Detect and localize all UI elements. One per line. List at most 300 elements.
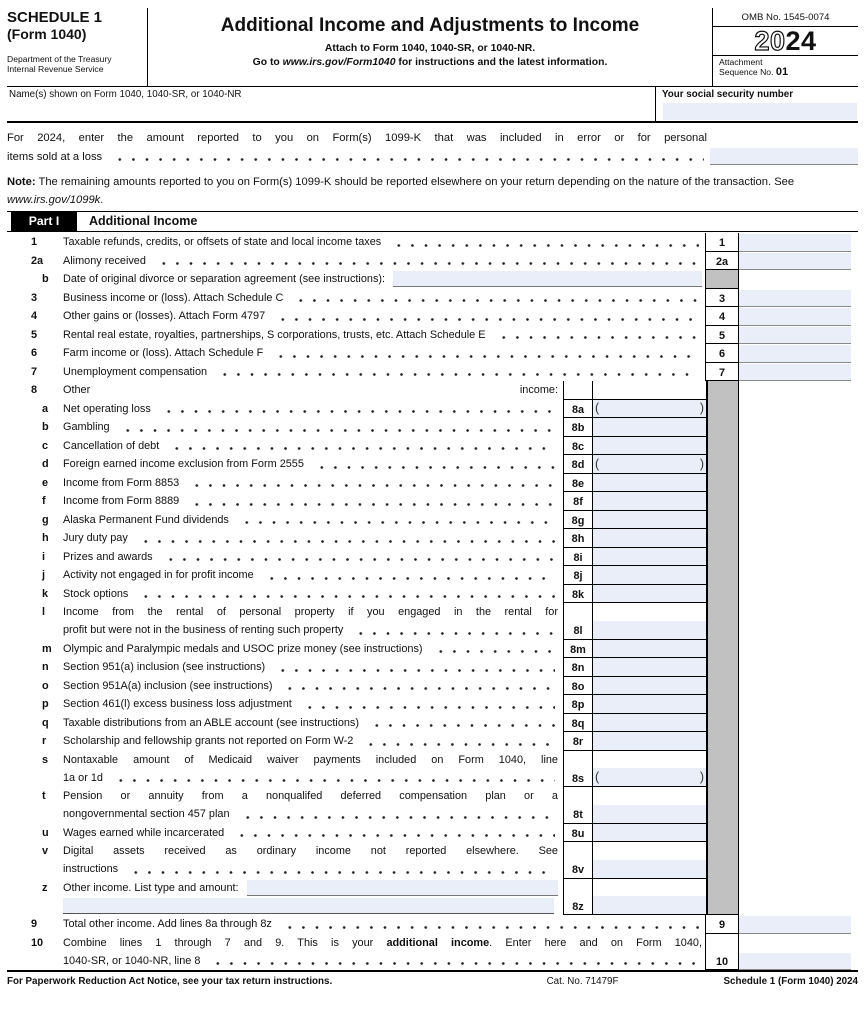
empty-cell — [739, 418, 858, 437]
line-8l-text-part-0: Income from the rental of personal property if you engaged in the rental for — [63, 606, 558, 619]
empty-cell — [739, 548, 858, 567]
close-paren-glyph: ) — [699, 770, 704, 785]
line-8u-row — [7, 824, 858, 843]
line-9-amount-cell — [739, 915, 858, 934]
line-8i-label — [563, 548, 593, 567]
line-8q-text-line — [63, 714, 558, 732]
empty-cell — [739, 566, 858, 585]
name-cell — [7, 87, 655, 121]
line-2a-number: 2a — [31, 254, 44, 267]
line-8i-number: i — [42, 550, 46, 563]
line-6-row — [7, 344, 858, 363]
line-8n-text — [52, 658, 563, 677]
line-8a-amount-field[interactable] — [593, 400, 706, 418]
line-8d-text-part-0: Foreign earned income exclusion from Form 2555 — [63, 458, 304, 471]
form-header-right — [712, 8, 858, 86]
empty-cell — [739, 455, 858, 474]
line-8k-label-text: 8k — [571, 588, 585, 601]
line-8h-text-line — [63, 529, 558, 547]
line-2b-text-part-0: Date of original divorce or separation agreement (see instructions): — [63, 273, 386, 286]
part1-label-box: Part I — [11, 212, 77, 231]
attachment-word: Attachment — [719, 57, 763, 67]
line-8g-label — [563, 511, 593, 530]
form-footer — [7, 970, 858, 987]
close-paren-glyph: ) — [699, 401, 704, 416]
shaded-column — [707, 548, 739, 567]
shaded-column — [707, 455, 739, 474]
line-8v-label-text: 8v — [571, 864, 585, 877]
dot-leader — [290, 289, 699, 307]
line-8e-text-line — [63, 474, 558, 492]
line-8j-number: j — [42, 569, 46, 582]
line-8s-amount-cell — [593, 751, 707, 788]
empty-cell — [739, 492, 858, 511]
line-10-number: 10 — [31, 936, 44, 949]
note-url: www.irs.gov/1099k — [7, 194, 101, 206]
line-8r-amount-field[interactable] — [593, 732, 706, 750]
line-8m-amount-field[interactable] — [593, 640, 706, 658]
line-8v-text-part-0: instructions — [63, 863, 119, 876]
line-2a-text-line — [63, 252, 702, 270]
form-header — [7, 8, 858, 86]
line-8f-label-text: 8f — [573, 496, 583, 509]
line-5-number: 5 — [31, 328, 38, 341]
line-4-label-text: 4 — [718, 311, 726, 324]
omb-number: OMB No. 1545-0074 — [713, 8, 858, 27]
line-7-number: 7 — [31, 365, 38, 378]
dot-leader — [231, 824, 555, 842]
line-8u-label — [563, 824, 593, 843]
line-8q-number: q — [42, 716, 49, 729]
line-8e-label-text: 8e — [571, 477, 585, 490]
note-body: The remaining amounts reported to you on Form(s) 1099-K should be reported elsewhere on your return depending on the nature of the transaction. See — [35, 175, 795, 188]
line-3-text-line — [63, 289, 702, 307]
line-8g-label-text: 8g — [571, 514, 585, 527]
empty-cell — [739, 437, 858, 456]
shaded-column — [707, 824, 739, 843]
line-1-text-line — [63, 233, 702, 251]
line-10-row — [7, 934, 858, 971]
line-8l-number: l — [42, 606, 46, 619]
line-8u-amount-field[interactable] — [593, 824, 706, 842]
dot-leader — [360, 732, 555, 750]
tax-year — [713, 27, 858, 56]
sequence-label: Sequence No. — [719, 66, 776, 77]
line-8b-label — [563, 418, 593, 437]
line-8z-inline-field[interactable] — [247, 880, 558, 896]
empty-cell — [739, 603, 858, 640]
line-8m-text-part-0: Olympic and Paralympic medals and USOC prize money (see instructions) — [63, 642, 423, 655]
shaded-column — [707, 714, 739, 733]
line-8g-amount-field[interactable] — [593, 511, 706, 529]
line-8a-amount-cell — [593, 400, 707, 419]
line-8t-text-line — [63, 787, 558, 805]
line-8l-text-part-0: profit but were not in the business of renting such property — [63, 624, 344, 637]
line-8a-label-text: 8a — [571, 403, 585, 416]
dot-leader — [272, 307, 699, 325]
department-line1: Department of the Treasury — [7, 54, 112, 64]
line-8s-text-part-0: Nontaxable amount of Medicaid waiver payments included on Form 1040, line — [63, 753, 558, 766]
line-1-amount-cell — [739, 233, 858, 252]
form1099k-amount-field[interactable] — [710, 148, 858, 165]
line-8v-text-line — [63, 860, 558, 878]
line-8t-text-line — [63, 805, 558, 823]
shaded-column — [707, 511, 739, 530]
attachment-sequence — [713, 56, 858, 77]
line-8r-text-line — [63, 732, 558, 750]
goto-post: for instructions and the latest information. — [395, 57, 608, 68]
line-8z-label-text: 8z — [572, 900, 584, 913]
line-1-label — [705, 233, 739, 252]
line-8a-row — [7, 400, 858, 419]
line-8e-text-part-0: Income from Form 8853 — [63, 476, 180, 489]
line-8u-text — [52, 824, 563, 843]
line-8i-row — [7, 548, 858, 567]
line-2a-amount-field[interactable] — [739, 253, 851, 271]
dot-leader — [388, 233, 699, 251]
form-title: Additional Income and Adjustments to Income — [220, 15, 640, 36]
year-solid-digits: 24 — [785, 26, 817, 56]
line-8m-label-text: 8m — [570, 643, 586, 656]
line-8t-text-part-0: Pension or annuity from a nonqualifed deferred compensation plan or a — [63, 790, 558, 803]
line-8i-text — [52, 548, 563, 567]
empty-cell — [739, 585, 858, 604]
line-8b-text-part-0: Gambling — [63, 421, 110, 434]
attach-instruction: Attach to Form 1040, 1040-SR, or 1040-NR. — [324, 43, 536, 54]
line-8d-text-line — [63, 455, 558, 473]
dot-leader — [214, 363, 699, 381]
line-1-amount-field[interactable] — [739, 234, 851, 252]
line-8m-text-line — [63, 640, 558, 658]
line-8c-number: c — [42, 439, 49, 452]
line-6-amount-field[interactable] — [739, 345, 851, 363]
line-8i-label-text: 8i — [573, 551, 583, 564]
shaded-column — [707, 529, 739, 548]
line-8q-label-text: 8q — [571, 717, 585, 730]
note-paragraph — [7, 173, 858, 210]
line-8v-amount-field[interactable] — [593, 860, 706, 878]
line-8n-text-line — [63, 658, 558, 676]
line-8u-amount-cell — [593, 824, 707, 843]
line-8e-row — [7, 474, 858, 493]
line-8c-amount-field[interactable] — [593, 437, 706, 455]
line-8-text-line — [63, 381, 558, 399]
line-8f-text-line — [63, 492, 558, 510]
line-10-text-part-2: . Enter here and on Form 1040, — [489, 936, 702, 949]
dot-leader — [279, 915, 699, 933]
line-8n-label-text: 8n — [571, 662, 585, 675]
line-8s-text-line — [63, 769, 558, 787]
schedule-footer-label: Schedule 1 (Form 1040) 2024 — [723, 976, 858, 988]
line-10-text-line — [63, 934, 702, 952]
line-8h-text — [52, 529, 563, 548]
empty-cell — [739, 400, 858, 419]
empty-cell — [739, 787, 858, 824]
empty-cell — [739, 732, 858, 751]
dot-leader — [135, 529, 555, 547]
dot-leader — [272, 658, 555, 676]
empty-cell — [739, 474, 858, 493]
line-4-text-part-0: Other gains or (losses). Attach Form 4797 — [63, 310, 266, 323]
line-4-amount-field[interactable] — [739, 308, 851, 326]
line-7-text — [52, 363, 705, 382]
name-input-area[interactable] — [9, 100, 655, 120]
line-8z-inline-field-2[interactable] — [63, 898, 554, 914]
empty-cell — [739, 511, 858, 530]
line-8q-label — [563, 714, 593, 733]
empty-cell — [739, 658, 858, 677]
line-6-label — [705, 344, 739, 363]
line-8n-label — [563, 658, 593, 677]
line-3-amount-cell — [739, 289, 858, 308]
dot-leader — [160, 548, 555, 566]
line-6-amount-cell — [739, 344, 858, 363]
line-8v-text-line — [63, 842, 558, 860]
line-8e-text — [52, 474, 563, 493]
line-8j-text-part-0: Activity not engaged in for profit income — [63, 569, 254, 582]
line-8n-amount-field[interactable] — [593, 658, 706, 676]
line-8-label — [563, 381, 593, 400]
line-8n-number: n — [42, 661, 49, 674]
line-8m-text — [52, 640, 563, 659]
line-8t-amount-field[interactable] — [593, 805, 706, 823]
line-8p-text-part-0: Section 461(l) excess business loss adjustment — [63, 698, 292, 711]
line-8u-text-line — [63, 824, 558, 842]
line-8p-amount-field[interactable] — [593, 695, 706, 713]
line-3-amount-field[interactable] — [739, 290, 851, 308]
line-9-label-text: 9 — [718, 919, 726, 932]
line-7-label-text: 7 — [718, 366, 726, 379]
line-8i-text-part-0: Prizes and awards — [63, 550, 153, 563]
catalog-number: Cat. No. 71479F — [546, 976, 619, 988]
line-8c-text — [52, 437, 563, 456]
line-8t-amount-cell — [593, 787, 707, 824]
line-8h-text-part-0: Jury duty pay — [63, 532, 128, 545]
line-8o-text-part-0: Section 951A(a) inclusion (see instructions) — [63, 679, 273, 692]
shaded-column — [707, 695, 739, 714]
line-8s-label-text: 8s — [571, 772, 585, 785]
line-8a-text — [52, 400, 563, 419]
line-8l-label — [563, 603, 593, 640]
line-8l-amount-cell — [593, 603, 707, 640]
shaded-column — [707, 418, 739, 437]
dot-leader — [311, 455, 555, 473]
ssn-label: Your social security number — [662, 89, 794, 100]
line-8v-text — [52, 842, 563, 879]
line-5-text-part-0: Rental real estate, royalties, partnerships, S corporations, trusts, etc. Attach Schedule E — [63, 328, 486, 341]
line-2a-amount-cell — [739, 252, 858, 271]
dot-leader — [270, 344, 699, 362]
empty-cell — [739, 879, 858, 916]
line-8t-text-part-0: nongovernmental section 457 plan — [63, 808, 230, 821]
dot-leader — [135, 585, 555, 603]
line-8d-label-text: 8d — [571, 459, 585, 472]
line-1-text-part-0: Taxable refunds, credits, or offsets of state and local income taxes — [63, 236, 382, 249]
schedule-label: SCHEDULE 1 — [7, 9, 103, 26]
line-6-number: 6 — [31, 347, 38, 360]
dot-leader — [261, 566, 555, 584]
empty-cell — [739, 695, 858, 714]
line-6-text-part-0: Farm income or (loss). Attach Schedule F — [63, 347, 264, 360]
line-8v-label — [563, 842, 593, 879]
line-8b-number: b — [42, 421, 49, 434]
line-7-row — [7, 363, 858, 382]
line-8k-amount-field[interactable] — [593, 585, 706, 603]
line-8o-label-text: 8o — [571, 680, 585, 693]
line-8-text — [52, 381, 563, 400]
line-8t-label — [563, 787, 593, 824]
line-8q-amount-field[interactable] — [593, 714, 706, 732]
line-2a-label-text: 2a — [715, 255, 729, 268]
line-6-text — [52, 344, 705, 363]
line-2b-label — [705, 270, 739, 289]
line-5-label-text: 5 — [718, 329, 726, 342]
line-8j-label — [563, 566, 593, 585]
line-8h-amount-field[interactable] — [593, 529, 706, 547]
line-9-number: 9 — [31, 918, 38, 931]
line-8m-label — [563, 640, 593, 659]
line-6-label-text: 6 — [718, 348, 726, 361]
line-3-label — [705, 289, 739, 308]
line-8s-row — [7, 751, 858, 788]
line-8k-text-line — [63, 585, 558, 603]
line-8d-amount-field[interactable] — [593, 455, 706, 473]
shaded-column — [707, 751, 739, 788]
line-10-text-part-0: Combine lines 1 through 7 and 9. This is your — [63, 936, 387, 949]
line-8f-number: f — [42, 495, 46, 508]
shaded-column — [707, 842, 739, 879]
line-5-amount-cell — [739, 326, 858, 345]
line-9-text-part-0: Total other income. Add lines 8a through 8z — [63, 918, 272, 931]
form-header-center — [148, 8, 712, 86]
line-8o-label — [563, 677, 593, 696]
line-8g-text-line — [63, 511, 558, 529]
line-9-label — [705, 915, 739, 934]
empty-cell — [739, 714, 858, 733]
line-8r-text — [52, 732, 563, 751]
empty-cell — [739, 529, 858, 548]
paperwork-notice: For Paperwork Reduction Act Notice, see your tax return instructions. — [7, 976, 333, 988]
line-8l-amount-field[interactable] — [593, 621, 706, 639]
line-2b-inline-field[interactable] — [393, 271, 702, 287]
line-3-text — [52, 289, 705, 308]
line-8v-text-part-0: Digital assets received as ordinary income not reported elsewhere. See — [63, 845, 558, 858]
line-8c-row — [7, 437, 858, 456]
line-8b-amount-cell — [593, 418, 707, 437]
note-end: . — [100, 194, 104, 206]
shaded-column — [707, 585, 739, 604]
line-8o-amount-field[interactable] — [593, 677, 706, 695]
line-4-number: 4 — [31, 310, 38, 323]
line-9-text — [52, 915, 705, 934]
close-paren-glyph: ) — [699, 456, 704, 471]
line-8z-amount-cell — [593, 879, 707, 916]
line-8d-row — [7, 455, 858, 474]
empty-cell — [739, 824, 858, 843]
shaded-column — [707, 492, 739, 511]
line-7-amount-field[interactable] — [739, 364, 851, 382]
line-8d-amount-cell — [593, 455, 707, 474]
line-8j-text — [52, 566, 563, 585]
line-8j-row — [7, 566, 858, 585]
line-8o-number: o — [42, 679, 49, 692]
name-label: Name(s) shown on Form 1040, 1040-SR, or 1040-NR — [9, 89, 242, 100]
line-8h-amount-cell — [593, 529, 707, 548]
form-header-left — [7, 8, 148, 86]
line-3-number: 3 — [31, 291, 38, 304]
line-8s-text-part-0: 1a or 1d — [63, 771, 103, 784]
line-8n-amount-cell — [593, 658, 707, 677]
line-8j-amount-field[interactable] — [593, 566, 706, 584]
line-8f-amount-field[interactable] — [593, 492, 706, 510]
empty-cell — [739, 842, 858, 879]
dot-leader — [279, 677, 555, 695]
line-8z-amount-field[interactable] — [593, 896, 706, 914]
line-5-amount-field[interactable] — [739, 327, 851, 345]
line-8i-amount-cell — [593, 548, 707, 567]
line-10-label — [705, 934, 739, 971]
line-10-amount-field[interactable] — [739, 953, 851, 970]
shaded-column — [707, 566, 739, 585]
shaded-column — [707, 381, 739, 400]
line-8t-label-text: 8t — [573, 809, 583, 822]
ssn-input-field[interactable] — [663, 103, 857, 120]
line-8c-text-part-0: Cancellation of debt — [63, 439, 160, 452]
goto-url: www.irs.gov/Form1040 — [282, 57, 396, 68]
line-8u-label-text: 8u — [571, 827, 585, 840]
line-8o-row — [7, 677, 858, 696]
line-8i-amount-field[interactable] — [593, 548, 706, 566]
line-8g-row — [7, 511, 858, 530]
line-8r-amount-cell — [593, 732, 707, 751]
line-9-amount-field[interactable] — [739, 916, 851, 934]
line-8b-amount-field[interactable] — [593, 418, 706, 436]
line-9-text-line — [63, 915, 702, 933]
line-8k-amount-cell — [593, 585, 707, 604]
line-2b-amount-cell — [739, 270, 858, 289]
line-8r-number: r — [42, 735, 47, 748]
line-8p-number: p — [42, 698, 49, 711]
line-4-text-line — [63, 307, 702, 325]
line-8r-row — [7, 732, 858, 751]
line-8g-text-part-0: Alaska Permanent Fund dividends — [63, 513, 229, 526]
line-8s-amount-field[interactable] — [593, 768, 706, 786]
line-8d-label — [563, 455, 593, 474]
line-7-label — [705, 363, 739, 382]
part1-header-bar — [7, 211, 858, 232]
line-8a-text-part-0: Net operating loss — [63, 402, 151, 415]
department-line2: Internal Revenue Service — [7, 63, 104, 74]
empty-cell — [739, 381, 858, 400]
form1099k-line1: For 2024, enter the amount reported to you on Form(s) 1099-K that was included in error or for personal — [7, 132, 707, 144]
goto-pre: Go to — [252, 57, 283, 68]
line-3-text-part-0: Business income or (loss). Attach Schedule C — [63, 291, 284, 304]
line-8e-label — [563, 474, 593, 493]
open-paren-glyph: ( — [595, 456, 600, 471]
shaded-column — [707, 474, 739, 493]
line-8i-text-line — [63, 548, 558, 566]
line-8q-amount-cell — [593, 714, 707, 733]
line-8s-text-line — [63, 751, 558, 769]
line-8m-row — [7, 640, 858, 659]
year-outline-digits: 20 — [754, 26, 786, 56]
line-8d-text — [52, 455, 563, 474]
line-2b-text — [52, 270, 705, 289]
line-8e-amount-field[interactable] — [593, 474, 706, 492]
line-8p-amount-cell — [593, 695, 707, 714]
line-10-amount-cell — [739, 934, 858, 971]
dot-leader — [186, 492, 555, 510]
